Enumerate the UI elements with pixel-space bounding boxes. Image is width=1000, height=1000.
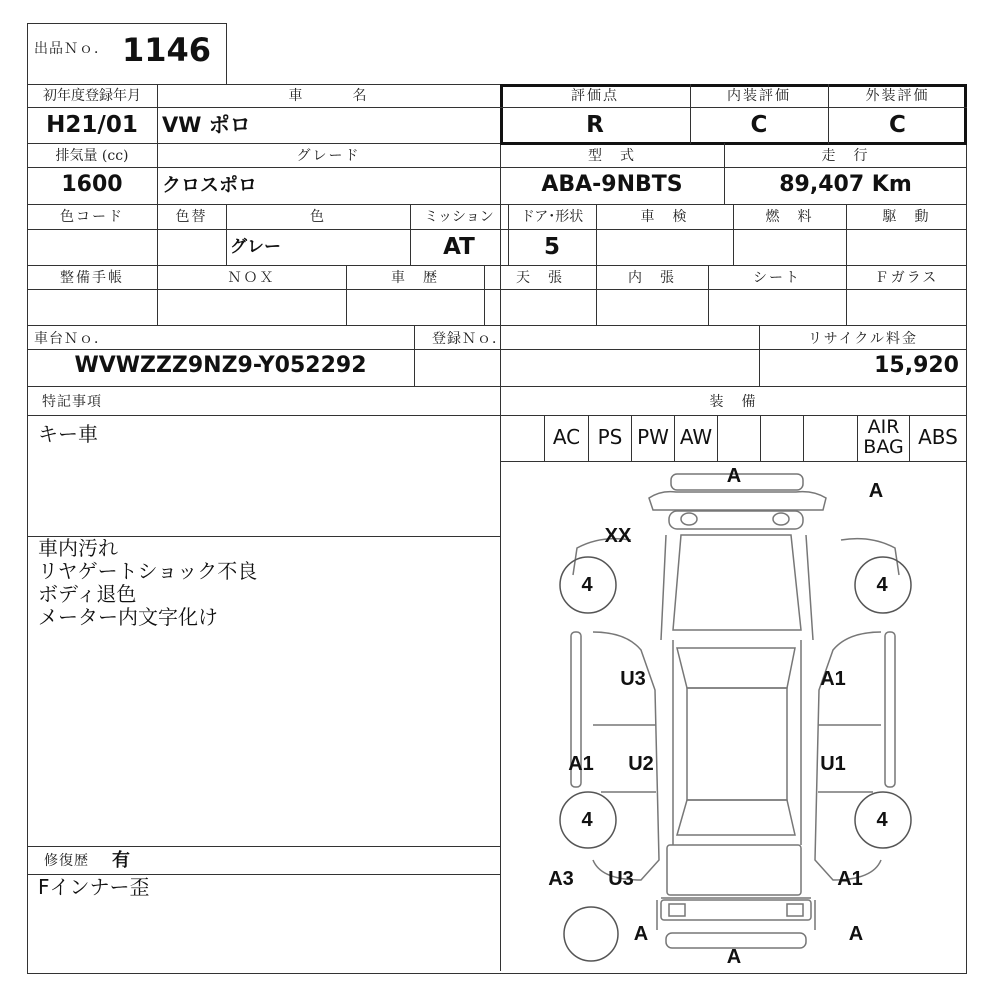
damage-front-right: A: [868, 480, 884, 502]
note-line: 車内汚れ: [38, 536, 118, 560]
recycle-value: 15,920: [874, 353, 959, 378]
interior-trim-label: 内 張: [628, 270, 676, 286]
damage-front-bumper: A: [726, 465, 742, 487]
exterior-label: 外装評価: [865, 88, 930, 104]
tire-front-right: 4: [876, 574, 888, 596]
car-diagram: [501, 462, 967, 970]
interior-label: 内装評価: [727, 88, 791, 104]
registration-label: 登録Ｎｏ．: [432, 331, 507, 347]
damage-trunk-left: U3: [608, 868, 634, 890]
seat-label: シート: [753, 270, 801, 286]
nox-label: ＮＯＸ: [227, 270, 276, 286]
transmission-label: ミッション: [424, 209, 494, 225]
car-name-value: VW ポロ: [162, 113, 251, 137]
model-label: 型 式: [588, 148, 636, 164]
damage-front-door-right: A1: [820, 668, 846, 690]
equipment-ac: AC: [552, 425, 581, 449]
grade-label: グレード: [296, 148, 361, 164]
equipment-abs: ABS: [918, 425, 958, 449]
equipment-slot: [501, 415, 544, 459]
damage-rear-bumper: A: [726, 946, 742, 968]
equipment-airbag: AIR BAG: [863, 416, 904, 458]
transmission-value: AT: [443, 234, 475, 260]
note-line: リヤゲートショック不良: [38, 559, 258, 583]
damage-quarter-right: A1: [837, 868, 863, 890]
repair-value: 有: [112, 850, 130, 871]
repair-detail: Fインナー歪: [38, 875, 150, 899]
note-line: メーター内文字化け: [38, 605, 218, 629]
repair-label: 修復歴: [44, 853, 89, 869]
fuel-label: 燃 料: [765, 209, 814, 225]
displacement-label: 排気量 (cc): [55, 148, 129, 164]
inspection-label: 車 検: [640, 209, 689, 225]
first-reg-label: 初年度登録年月: [43, 88, 141, 104]
repaint-label: 色替: [175, 209, 208, 225]
equipment-slot: [761, 415, 803, 459]
tire-rear-right: 4: [876, 809, 888, 831]
doors-label: ドア･形状: [520, 209, 584, 225]
tire-rear-left: 4: [581, 809, 593, 831]
equipment-slot: [804, 415, 857, 459]
equipment-label: 装 備: [709, 394, 758, 410]
score-value: R: [586, 112, 604, 138]
recycle-label: リサイクル料金: [807, 331, 919, 347]
color-label: 色: [310, 209, 326, 225]
interior-value: C: [750, 112, 768, 138]
grade-value: クロスポロ: [162, 174, 258, 196]
lot-label: 出品Ｎｏ．: [34, 41, 109, 57]
registration-value: [414, 350, 759, 382]
score-label: 評価点: [571, 88, 619, 104]
history-label: 車 歴: [391, 270, 439, 286]
inspection-value: [596, 231, 733, 263]
color-code-value: [27, 231, 157, 263]
exterior-value: C: [889, 112, 906, 138]
equipment-ps: PS: [597, 425, 623, 449]
drive-value: [846, 231, 967, 263]
displacement-value: 1600: [61, 172, 123, 197]
damage-front-door-left: U3: [620, 668, 646, 690]
mileage-label: 走 行: [821, 148, 870, 164]
damage-quarter-left: A3: [548, 868, 574, 890]
mileage-value: 89,407 Km: [779, 172, 912, 197]
color-code-label: 色コード: [60, 209, 124, 225]
chassis-value: WVWZZZ9NZ9-Y052292: [74, 353, 367, 378]
first-reg-value: H21/01: [46, 112, 138, 138]
damage-hood: XX: [604, 525, 632, 547]
damage-rear-door-right: U1: [820, 753, 846, 775]
equipment-pw: PW: [637, 425, 669, 449]
glass-label: Ｆガラス: [874, 270, 939, 286]
chassis-label: 車台Ｎｏ．: [34, 331, 109, 347]
damage-rear-door-left: U2: [628, 753, 654, 775]
damage-rear-right: A: [848, 923, 864, 945]
lot-number: 1146: [122, 31, 212, 69]
equipment-slot: [718, 415, 760, 459]
drive-label: 駆 動: [882, 209, 931, 225]
notes-list: [38, 537, 488, 629]
notes-top-text: キー車: [38, 422, 98, 446]
model-value: ABA-9NBTS: [541, 172, 683, 197]
fuel-value: [733, 231, 846, 263]
ceiling-label: 天 張: [516, 270, 564, 286]
car-name-label: 車 名: [288, 88, 369, 104]
notes-label: 特記事項: [42, 394, 102, 410]
equipment-aw: AW: [679, 425, 713, 449]
repaint-value: [157, 231, 226, 263]
color-value: グレー: [230, 237, 281, 257]
damage-rear-left: A: [633, 923, 649, 945]
maintenance-label: 整備手帳: [60, 270, 124, 286]
damage-left-pillar: A1: [568, 753, 594, 775]
tire-front-left: 4: [581, 574, 593, 596]
doors-value: 5: [543, 234, 560, 260]
note-line: ボディ退色: [38, 582, 137, 606]
